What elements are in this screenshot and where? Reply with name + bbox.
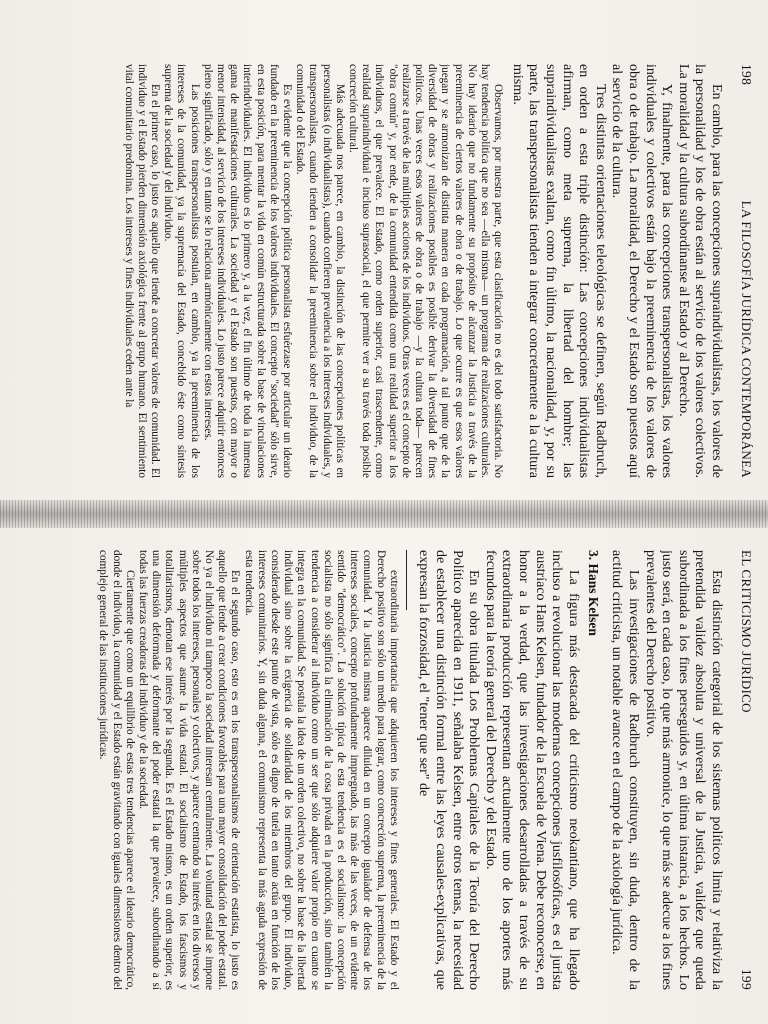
right-page bbox=[0, 528, 768, 1024]
left-running-title: LA FILOSOFÍA JURÍDICA CONTEMPORÁNEA bbox=[739, 200, 754, 478]
left-paragraph: Y, finalmente, para las concepciones transpersonalistas, los valores individuales y colectivos están bajo la preeminencia de los valores de obra o de trabajo. La moralidad, el Derecho y el Estado son puestos aquí al servicio de la cultura. bbox=[609, 64, 675, 478]
right-page-body bbox=[40, 550, 724, 990]
right-running-head bbox=[738, 550, 754, 990]
right-paragraph: En su obra titulada Los Problemas Capitales de la Teoría del Derecho Político aparecida en 1911, señalaba Kelsen, entre otros temas, la necesidad de establecer una distinción formal entre las leyes causales-explicativas, que expresan la forzosidad, el "tener que ser" de bbox=[416, 550, 482, 990]
left-note: En el primer caso, lo justo es aquello que tiende a concretar valores de comunidad. El individuo y el Estado pierden dimensión axiológica frente al grupo humano. El sentimiento vital comunitario predomina. Los intereses y fines individuales ceden ante la bbox=[122, 64, 161, 478]
right-note: extraordinaria importancia que adquieren los intereses y fines generales. El Estado y el Derecho positivo son sólo un medio para lograr, como concreción suprema, la preeminencia de la comunidad. Y la Justicia misma aparece diluida en un concepto igualador de defensa de los intereses sociales, concepto profundamente impregnado, las más de las veces, de un evidente sentido "democrático". La solución típica de esta tendencia es el socialismo: la concepción socialista no sólo significa la eliminación de la cosa privada en la producción, sino también la tendencia a considerar al individuo como un ser que sólo adquiere valor propio en cuanto se integra en la comunidad. Se postula la idea de un orden colectivo, no sobre la base de la libertad individual sino sobre la exigencia de solidaridad de los miembros del grupo. El individuo, considerado desde este punto de vista, sólo es digno de tutela en tanto actúa en función de los intereses comunitarios. Y, sin duda alguna, el comunismo representa la más aguda expresión de esta tendencia. bbox=[242, 550, 400, 990]
right-note: Ciertamente que como un equilibrio de estas tres tendencias aparece el ideario democrático, donde el individuo, la comunidad y el Estado están gravitando con iguales dimensiones dentro del complejo general de las instituciones jurídicas. bbox=[97, 550, 136, 990]
left-note: Es evidente que la concepción política personalista esfuérzase por articular un ideario fundado en la preeminencia de los valores individuales. El concepto "sociedad" sólo sirve, en esta posición, para mentar la vida en común estructurada sobre la base de vinculaciones interindividuales. El individuo es lo primero y, a la vez, el fin último de toda la inmensa gama de manifestaciones culturales. La sociedad y el Estado son puestos, con mayor o menor intensidad, al servicio de los intereses individuales. Lo justo parece adquirir entonces pleno significado, sólo y en tanto se lo relaciona armónicamente con estos intereses. bbox=[201, 64, 294, 478]
left-page bbox=[0, 0, 768, 500]
left-note: Las posiciones transpersonalistas postulan, en cambio, ya la preeminencia de los intereses de la comunidad, ya la supremacía del Estado, concebido éste como síntesis suprema de la sociedad y del individuo. bbox=[162, 64, 201, 478]
left-page-body bbox=[40, 64, 724, 478]
left-note: Más adecuada nos parece, en cambio, la distinción de las concepciones políticas en personalistas (o individualistas), cuando confieren prevalencia a los intereses individuales, y transpersonalistas, cuando tienden a consolidar la preeminencia sobre el individuo, de la comunidad o del Estado. bbox=[294, 64, 346, 478]
right-paragraph: Esta distinción categorial de los sistemas políticos limita y relativiza la pretendida validez absoluta y universal de la Justicia, validez que queda subordinada a los fines perseguidos y, en última instancia, a los hechos. Lo justo será, en cada caso, lo que más armonice, lo que más se adecue a los fines prevalentes del Derecho positivo. bbox=[642, 550, 724, 990]
left-paragraph: Tres distintas orientaciones teleológicas se definen, según Radbruch, en orden a esta triple distinción: Las concepciones individualistas afirman, como meta suprema, la libertad del hombre; las supraindividualistas exaltan, como fin último, la nacionalidad, y, por su parte, las transpersonalistas tienden a integrar concretamente a la cultura misma. bbox=[509, 64, 608, 478]
right-paragraph: La figura más destacada del criticismo neokantiano, que ha llegado incluso a revolucionar las modernas concepciones jusfilosóficas, es el jurista austríaco Hans Kelsen, fundador de la Escuela de Viena. Debe reconocerse, en honor a la verdad, que las investigaciones desarrolladas a través de su extraordinaria producción representan actualmente uno de los aportes más fecundos para la teoría general del Derecho y del Estado. bbox=[482, 550, 581, 990]
right-page-number: 199 bbox=[739, 968, 754, 990]
left-note: Observamos, por nuestra parte, que esta clasificación no es del todo satisfactoria. No hay tendencia política que no sea —ella misma— un programa de realizaciones culturales. No hay ideario que no fundamente su propósito de alcanzar la Justicia a través de la preeminencia de ciertos valores de obra o de trabajo. Lo que ocurre es que esos valores juegan y se armonizan de distinta manera en cada programación, a tal punto que de la diversidad de obras y realizaciones posibles es posible derivar la diversidad de fines políticos. Unas veces esos valores de obra o de trabajo —y la cultura toda— parecen realizarse a través de las múltiples acciones de los individuos. Otras veces es el concepto de "obra común" y, por ende, de la comunidad entendida como una realidad superior a los individuos, el que prevalece. El Estado, como orden superior, casi trascendente, como realidad supraindividual e incluso suprasocial, el que permite ver a su través toda posible concreción cultural. bbox=[347, 64, 505, 478]
right-running-title: EL CRITICISMO JURÍDICO bbox=[739, 550, 754, 713]
right-note: En el segundo caso, esto es en los transpersonalismos de orientación estatista, lo justo es aquello que tiende a crear condiciones favorables para una mayor consolidación del poder estatal. No ya el individuo ni tampoco la sociedad interesan centralmente. La voluntad estatal se impone sobre todos los intereses, personales y colectivos, y aparece centrando su interés en los diversos y múltiples aspectos que asume la vida estatal. El socialismo de Estado, los fascismos y totalitarismos, denotan ese interés por la segunda. Es el Estado mismo, es un orden superior, es una dimensión deformada y deformante del poder estatal la que prevalece, subordinando a sí todas las fuerzas creadoras del individuo y de la sociedad. bbox=[137, 550, 242, 990]
footnote-rule bbox=[406, 550, 407, 610]
book-gutter bbox=[0, 500, 768, 528]
right-paragraph: Las investigaciones de Radbruch constituyen, sin duda, dentro de la actitud criticista, un notable avance en el campo de la axiología jurídica. bbox=[609, 550, 642, 990]
left-page-number: 198 bbox=[739, 64, 754, 86]
left-running-head bbox=[738, 64, 754, 478]
section-heading: 3. Hans Kelsen bbox=[585, 550, 601, 636]
left-paragraph: En cambio, para las concepciones supraindividualistas, los valores de la personalidad y los de obra están al servicio de los valores colectivos. La moralidad y la cultura subordínanse al Estado y al Derecho. bbox=[675, 64, 724, 478]
